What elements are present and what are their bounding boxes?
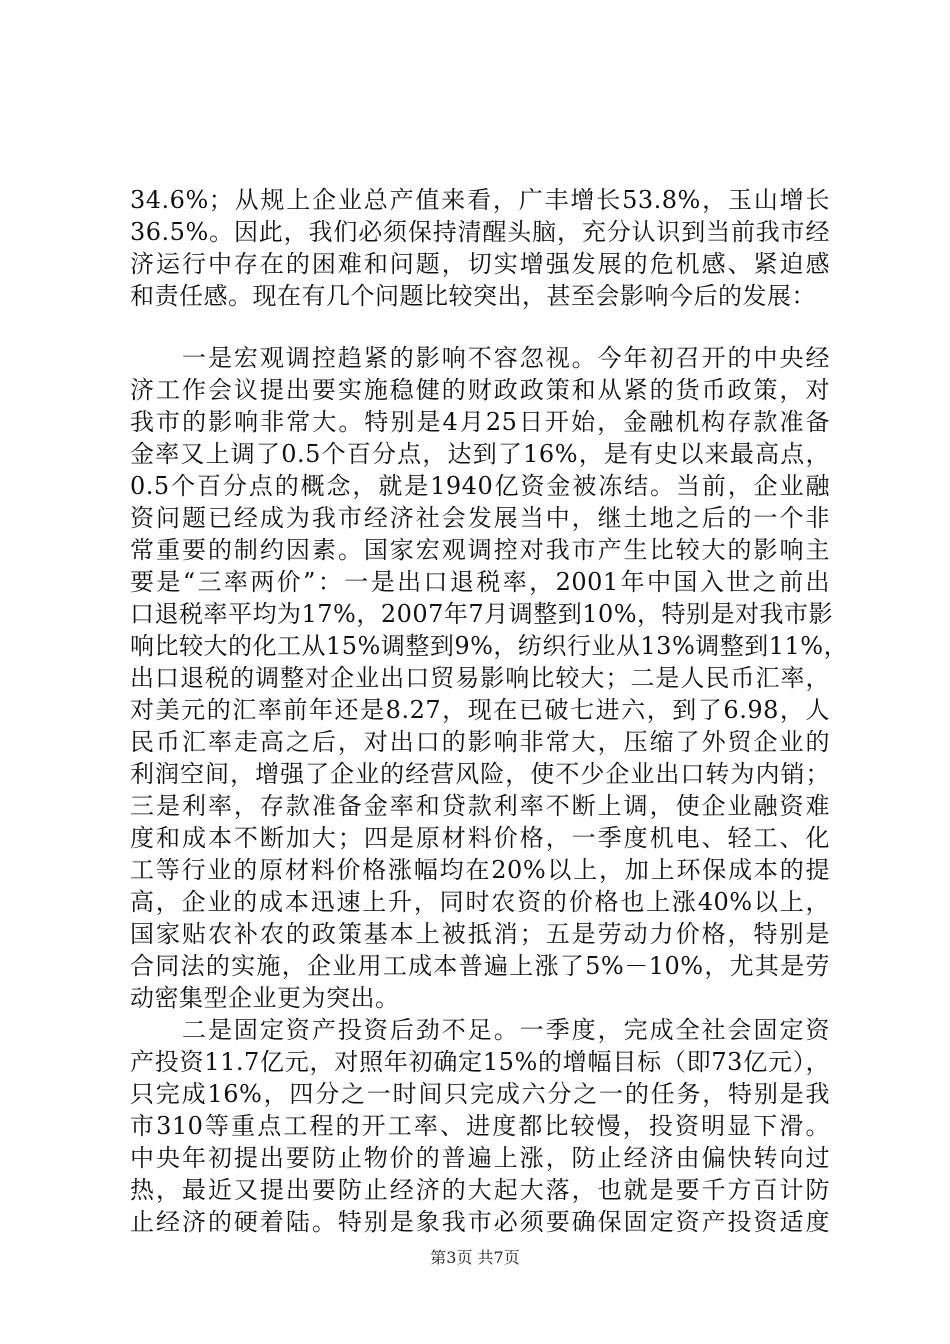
text-line: 合同法的实施，企业用工成本普遍上涨了5%－10%，尤其是劳 xyxy=(130,952,830,980)
text-line: 三是利率，存款准备金率和贷款利率不断上调，使企业融资难 xyxy=(130,792,830,820)
text-line: 民币汇率走高之后，对出口的影响非常大，压缩了外贸企业的 xyxy=(130,728,830,756)
text-line: 济运行中存在的困难和问题，切实增强发展的危机感、紧迫感 xyxy=(130,250,830,278)
text-line: 资问题已经成为我市经济社会发展当中，继土地之后的一个非 xyxy=(130,504,830,532)
text-line: 国家贴农补农的政策基本上被抵消；五是劳动力价格，特别是 xyxy=(130,920,830,948)
text-line: 口退税率平均为17%，2007年7月调整到10%，特别是对我市影 xyxy=(130,600,834,628)
text-line: 要是“三率两价”：一是出口退税率，2001年中国入世之前出 xyxy=(130,568,830,596)
text-line: 34.6%；从规上企业总产值来看，广丰增长53.8%，玉山增长 xyxy=(130,186,830,214)
text-line: 响比较大的化工从15%调整到9%，纺织行业从13%调整到11%， xyxy=(130,632,849,660)
text-line: 36.5%。因此，我们必须保持清醒头脑，充分认识到当前我市经 xyxy=(130,218,830,246)
text-line: 动密集型企业更为突出。 xyxy=(130,984,400,1012)
text-line: 度和成本不断加大；四是原材料价格，一季度机电、轻工、化 xyxy=(130,824,830,852)
text-line: 一是宏观调控趋紧的影响不容忽视。今年初召开的中央经 xyxy=(130,344,830,372)
text-line: 只完成16%，四分之一时间只完成六分之一的任务，特别是我 xyxy=(130,1080,830,1108)
text-line: 热，最近又提出要防止经济的大起大落，也就是要千方百计防 xyxy=(130,1176,830,1204)
text-line: 高，企业的成本迅速上升，同时农资的价格也上涨40%以上， xyxy=(130,888,830,916)
page-footer: 第3页 共7页 xyxy=(430,1248,520,1267)
text-line: 金率又上调了0.5个百分点，达到了16%，是有史以来最高点， xyxy=(130,440,830,468)
text-line: 对美元的汇率前年还是8.27，现在已破七进六，到了6.98，人 xyxy=(130,696,830,724)
text-line: 常重要的制约因素。国家宏观调控对我市产生比较大的影响主 xyxy=(130,536,830,564)
text-line: 工等行业的原材料价格涨幅均在20%以上，加上环保成本的提 xyxy=(130,856,830,884)
text-line: 我市的影响非常大。特别是4月25日开始，金融机构存款准备 xyxy=(130,408,830,436)
text-line: 利润空间，增强了企业的经营风险，使不少企业出口转为内销； xyxy=(130,760,830,788)
text-line: 和责任感。现在有几个问题比较突出，甚至会影响今后的发展： xyxy=(130,282,816,310)
text-line: 二是固定资产投资后劲不足。一季度，完成全社会固定资 xyxy=(130,1016,830,1044)
text-line: 中央年初提出要防止物价的普遍上涨，防止经济由偏快转向过 xyxy=(130,1144,830,1172)
text-line: 出口退税的调整对企业出口贸易影响比较大；二是人民币汇率， xyxy=(130,664,830,692)
text-line: 济工作会议提出要实施稳健的财政政策和从紧的货币政策，对 xyxy=(130,376,830,404)
text-line: 0.5个百分点的概念，就是1940亿资金被冻结。当前，企业融 xyxy=(130,472,830,500)
text-line: 产投资11.7亿元，对照年初确定15%的增幅目标（即73亿元）， xyxy=(130,1048,830,1076)
text-line: 市310等重点工程的开工率、进度都比较慢，投资明显下滑。 xyxy=(130,1112,830,1140)
text-line: 止经济的硬着陆。特别是象我市必须要确保固定资产投资适度 xyxy=(130,1208,830,1236)
